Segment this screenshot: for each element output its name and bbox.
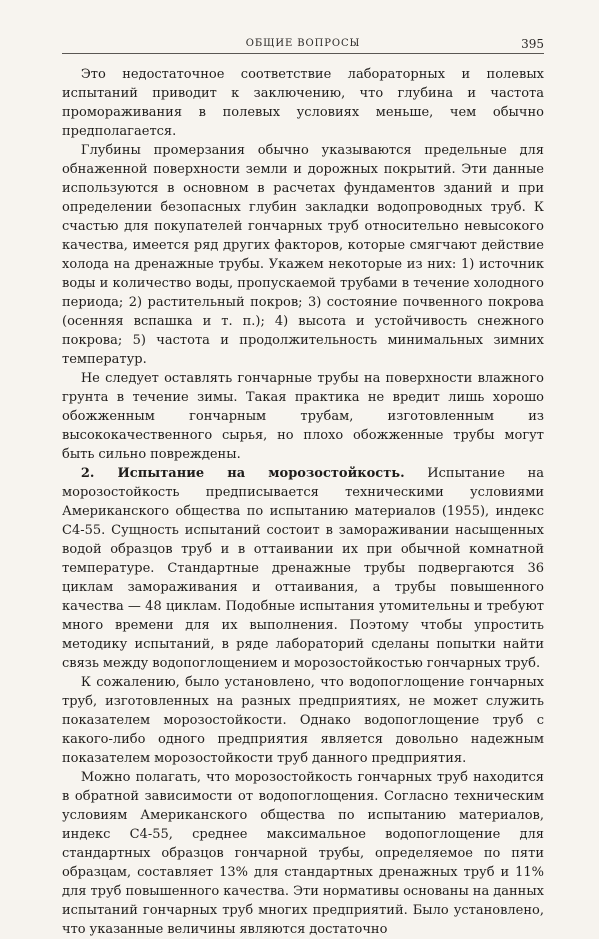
paragraph-6: Можно полагать, что морозостойкость гончарных труб находится в обратной зависимости от водопоглощения. Согласно техническим условиям Американского общества по испытанию материалов, индекс С4-55, среднее максимальное водопоглощение для стандартных образцов гончарной трубы, определяемое по пяти образцам, составляет 13% для стандартных дренажных труб и 11% для труб повышенного качества. Эти нормативы основаны на данных испытаний гончарных труб многих предприятий. Было установлено, что указанные величины являются достаточно bbox=[62, 770, 544, 937]
paragraph-4-text: Испытание на морозостойкость предписывается техническими условиями Американского общества по испытанию материалов (1955), индекс С4-55. Сущность испытаний состоит в замораживании насыщенных водой образцов труб и в оттаивании их при обычной комнатной температуре. Стандартные дренажные трубы подвергаются 36 циклам замораживания и оттаивания, а трубы повышенного качества — 48 циклам. Подобные испытания утомительны и требуют много времени для их выполнения. Поэтому чтобы упростить методику испытаний, в ряде лабораторий сделаны попытки найти связь между водопоглощением и морозостойкостью гончарных труб. bbox=[62, 466, 544, 671]
paragraph-3: Не следует оставлять гончарные трубы на поверхности влажного грунта в течение зимы. Такая практика не вредит лишь хорошо обожженным гончарным трубам, изготовленным из высококачественного сырья, но плохо обожженные трубы могут быть сильно повреждены. bbox=[62, 371, 544, 462]
section-heading: 2. Испытание на морозостойкость. bbox=[80, 466, 405, 481]
page-header bbox=[62, 30, 544, 54]
paragraph-1: Это недостаточное соответствие лабораторных и полевых испытаний приводит к заключению, что глубина и частота промораживания в полевых условиях меньше, чем обычно предполагается. bbox=[62, 67, 544, 139]
paragraph-4 bbox=[62, 464, 544, 673]
header-rule bbox=[62, 53, 544, 54]
running-title: ОБЩИЕ ВОПРОСЫ bbox=[245, 38, 361, 49]
page-content bbox=[62, 65, 544, 939]
paragraph-2: Глубины промерзания обычно указываются предельные для обнаженной поверхности земли и дорожных покрытий. Эти данные используются в основном в расчетах фундаментов зданий и при определении безопасных глубин закладки водопроводных труб. К счастью для покупателей гончарных труб относительно невысокого качества, имеется ряд других факторов, которые смягчают действие холода на дренажные трубы. Укажем некоторые из них: 1) источник воды и количество воды, пропускаемой трубами в течение холодного периода; 2) растительный покров; 3) состояние почвенного покрова (осенняя вспашка и т. п.); 4) высота и устойчивость снежного покрова; 5) частота и продолжительность минимальных зимних температур. bbox=[62, 143, 544, 367]
paragraph-5: К сожалению, было установлено, что водопоглощение гончарных труб, изготовленных на разных предприятиях, не может служить показателем морозостойкости. Однако водопоглощение труб с какого-либо одного предприятия является довольно надежным показателем морозостойкости труб данного предприятия. bbox=[62, 675, 544, 766]
page-number: 395 bbox=[521, 37, 544, 51]
